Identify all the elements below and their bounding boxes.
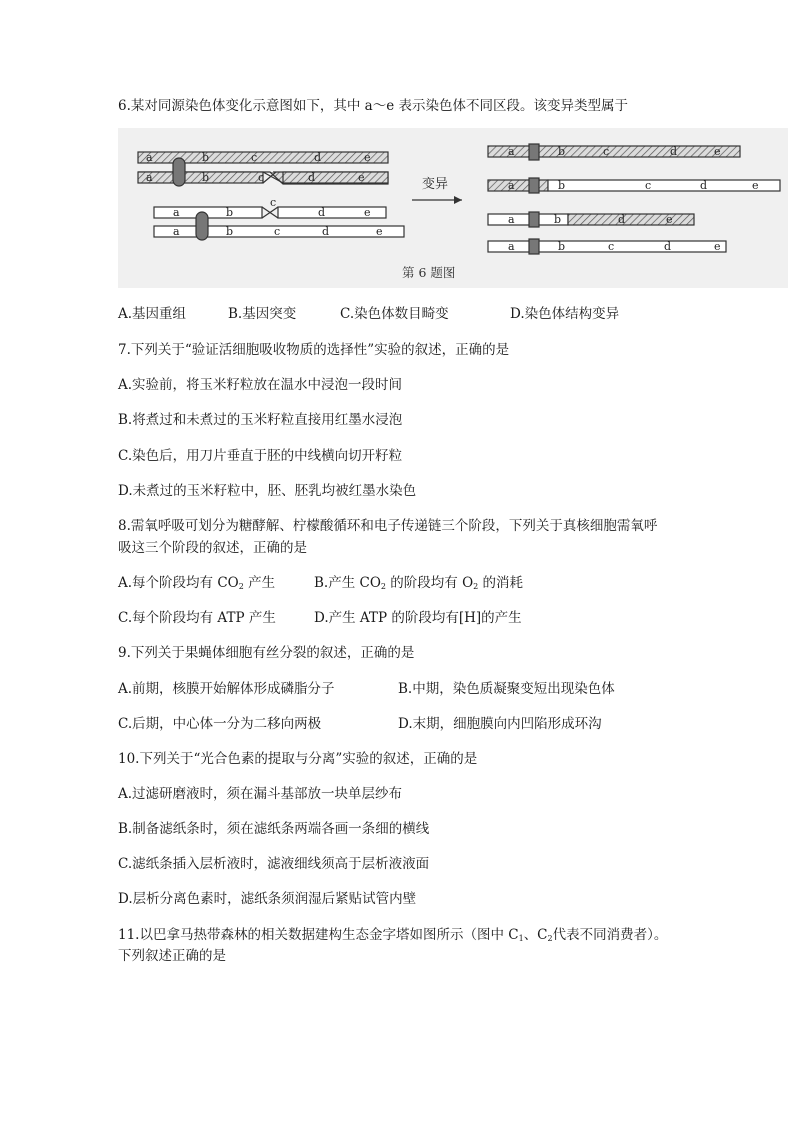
q10-stem: 10.下列关于“光合色素的提取与分离”实验的叙述，正确的是	[118, 751, 478, 767]
svg-text:e: e	[752, 179, 759, 192]
svg-text:d: d	[618, 213, 626, 226]
svg-text:d: d	[670, 145, 678, 158]
svg-text:a: a	[508, 145, 515, 158]
q10-option-a[interactable]: A.过滤研磨液时，须在漏斗基部放一块单层纱布	[118, 786, 403, 802]
svg-text:b: b	[226, 225, 234, 238]
q7-option-a[interactable]: A.实验前，将玉米籽粒放在温水中浸泡一段时间	[118, 377, 403, 393]
q7-stem: 7.下列关于“验证活细胞吸收物质的选择性”实验的叙述，正确的是	[118, 342, 510, 358]
q9-option-c[interactable]: C.后期，中心体一分为二移向两极	[118, 716, 322, 732]
centromere-bottom	[196, 212, 208, 240]
arrow-icon	[412, 196, 462, 204]
svg-text:b: b	[202, 151, 210, 164]
svg-text:d: d	[664, 240, 672, 253]
svg-text:c: c	[258, 171, 265, 184]
q10-option-d[interactable]: D.层析分离色素时，滤纸条须润湿后紧贴试管内壁	[118, 891, 417, 907]
q9-option-b[interactable]: B.中期，染色质凝聚变短出现染色体	[398, 681, 615, 697]
q7-option-c[interactable]: C.染色后，用刀片垂直于胚的中线横向切开籽粒	[118, 448, 403, 464]
q8-stem-line-2: 吸这三个阶段的叙述，正确的是	[118, 540, 307, 556]
svg-text:b: b	[558, 240, 566, 253]
svg-text:b: b	[558, 179, 566, 192]
figure-caption: 第 6 题图	[402, 265, 456, 280]
q6-option-c[interactable]: C.染色体数目畸变	[340, 306, 449, 322]
q6-option-d[interactable]: D.染色体结构变异	[510, 306, 620, 322]
svg-text:c: c	[603, 145, 610, 158]
svg-text:a: a	[508, 213, 515, 226]
svg-text:e: e	[666, 213, 673, 226]
svg-text:e: e	[714, 240, 721, 253]
arrow-label: 变异	[422, 177, 449, 192]
svg-text:e: e	[364, 151, 371, 164]
svg-text:d: d	[314, 151, 322, 164]
svg-text:d: d	[700, 179, 708, 192]
svg-text:d: d	[308, 171, 316, 184]
q8-option-c[interactable]: C.每个阶段均有 ATP 产生	[118, 610, 276, 626]
right-labels	[508, 145, 759, 253]
q11-stem-line-2: 下列叙述正确的是	[118, 948, 226, 964]
q10-option-c[interactable]: C.滤纸条插入层析液时，滤液细线须高于层析液液面	[118, 856, 430, 872]
q9-option-a[interactable]: A.前期，核膜开始解体形成磷脂分子	[118, 681, 335, 697]
q6-figure	[118, 128, 788, 288]
svg-text:c: c	[270, 196, 277, 209]
svg-text:e: e	[714, 145, 721, 158]
centromere-top	[173, 158, 185, 186]
q7-option-b[interactable]: B.将煮过和未煮过的玉米籽粒直接用红墨水浸泡	[118, 412, 403, 428]
svg-text:c: c	[251, 151, 258, 164]
q8-option-d[interactable]: D.产生 ATP 的阶段均有[H]的产生	[314, 610, 522, 626]
right-chromosomes	[488, 142, 780, 260]
q6-option-b[interactable]: B.基因突变	[228, 306, 297, 322]
svg-text:a: a	[146, 171, 153, 184]
svg-text:a: a	[508, 179, 515, 192]
q8-stem-line-1: 8.需氧呼吸可划分为糖酵解、柠檬酸循环和电子传递链三个阶段，下列关于真核细胞需氧呼	[118, 518, 658, 534]
svg-text:b: b	[558, 145, 566, 158]
q11-stem-line-1: 11.以巴拿马热带森林的相关数据建构生态金字塔如图所示（图中 $C_1$、$C_2$代表不同消费者）。	[118, 927, 668, 943]
q9-option-d[interactable]: D.末期，细胞膜向内凹陷形成环沟	[398, 716, 602, 732]
svg-text:d: d	[322, 225, 330, 238]
svg-text:c: c	[608, 240, 615, 253]
svg-text:a: a	[173, 225, 180, 238]
svg-text:a: a	[146, 151, 153, 164]
svg-text:c: c	[645, 179, 652, 192]
svg-text:b: b	[554, 213, 562, 226]
svg-text:c: c	[274, 225, 281, 238]
svg-text:d: d	[318, 206, 326, 219]
q7-option-d[interactable]: D.未煮过的玉米籽粒中，胚、胚乳均被红墨水染色	[118, 483, 417, 499]
svg-text:e: e	[376, 225, 383, 238]
q9-stem: 9.下列关于果蝇体细胞有丝分裂的叙述，正确的是	[118, 645, 415, 661]
svg-text:b: b	[202, 171, 210, 184]
q10-option-b[interactable]: B.制备滤纸条时，须在滤纸条两端各画一条细的横线	[118, 821, 430, 837]
q8-option-a[interactable]: A.每个阶段均有 $CO_2$ 产生	[118, 575, 276, 591]
q6-option-a[interactable]: A.基因重组	[118, 306, 187, 322]
svg-text:e: e	[364, 206, 371, 219]
q8-option-b[interactable]: B.产生 $CO_2$ 的阶段均有 $O_2$ 的消耗	[314, 575, 524, 591]
q6-stem: 6.某对同源染色体变化示意图如下，其中 a～e 表示染色体不同区段。该变异类型属于	[118, 98, 628, 114]
svg-text:a: a	[173, 206, 180, 219]
svg-text:b: b	[226, 206, 234, 219]
svg-text:a: a	[508, 240, 515, 253]
svg-text:e: e	[358, 171, 365, 184]
